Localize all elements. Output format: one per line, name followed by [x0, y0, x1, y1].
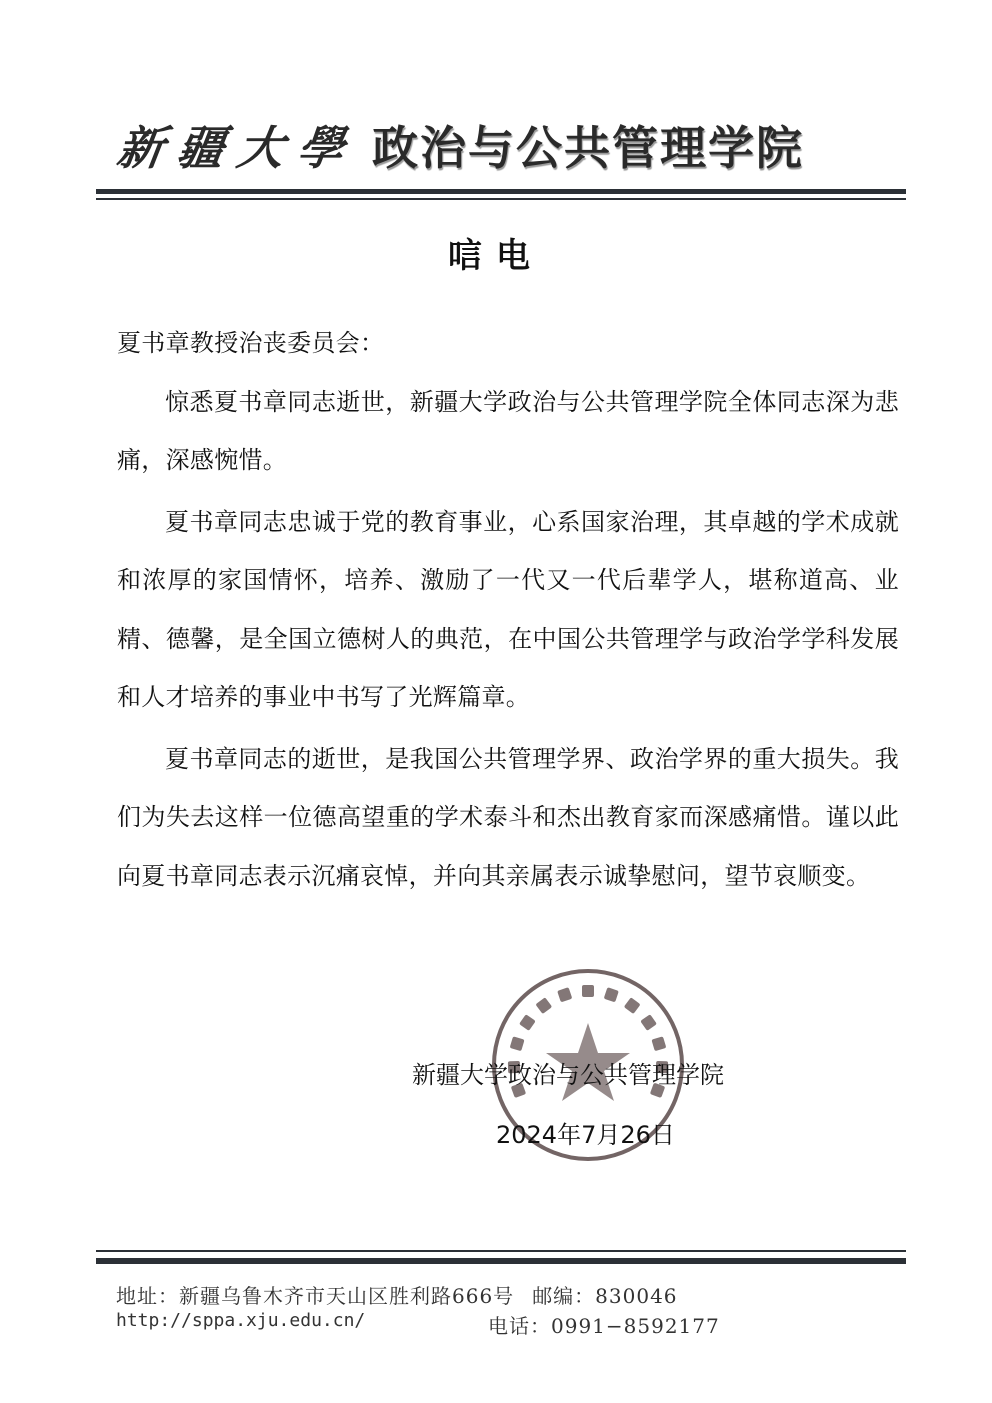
paragraph: 夏书章同志的逝世，是我国公共管理学界、政治学界的重大损失。我们为失去这样一位德高望重的学术泰斗和杰出教育家而深感痛惜。谨以此向夏书章同志表示沉痛哀悼，并向其亲属表示诚挚慰问，望节哀顺变。	[117, 744, 899, 890]
salutation: 夏书章教授治丧委员会：	[117, 329, 385, 357]
seal-glyph-mark	[624, 997, 641, 1014]
phone: 电话：0991−8592177	[488, 1314, 720, 1338]
seal-glyph-mark	[557, 987, 572, 1002]
letterhead	[113, 112, 804, 178]
paragraph: 夏书章同志忠诚于党的教育事业，心系国家治理，其卓越的学术成就和浓厚的家国情怀，培养、激励了一代又一代后辈学人，堪称道高、业精、德馨，是全国立德树人的典范，在中国公共管理学与政治学学科发展和人才培养的事业中书写了光辉篇章。	[117, 507, 899, 711]
seal-glyph-mark	[651, 1036, 666, 1051]
footer-line-1	[116, 1280, 678, 1309]
header-rule-thick	[96, 189, 906, 194]
university-logo-text: 新疆大學	[113, 121, 362, 175]
paragraph: 惊悉夏书章同志逝世，新疆大学政治与公共管理学院全体同志深为悲痛，深感惋惜。	[117, 387, 899, 474]
seal-glyph-mark	[519, 1014, 536, 1031]
document-title: 唁电	[448, 236, 544, 276]
seal-glyph-mark	[582, 985, 594, 997]
website-link[interactable]: http://sppa.xju.edu.cn/	[116, 1310, 366, 1331]
seal-glyph-mark	[640, 1014, 657, 1031]
date: 2024年7月26日	[496, 1121, 675, 1149]
college-name: 政治与公共管理学院	[372, 121, 804, 175]
footer-rule-thin	[96, 1250, 906, 1252]
seal-glyph-mark	[510, 1036, 525, 1051]
postcode: 邮编：830046	[532, 1284, 678, 1308]
address: 地址：新疆乌鲁木齐市天山区胜利路666号	[116, 1284, 515, 1308]
letter-body	[117, 314, 899, 905]
footer-rule-thick	[96, 1258, 906, 1264]
seal-glyph-mark	[535, 997, 552, 1014]
header-rule-thin	[96, 198, 906, 200]
signature: 新疆大学政治与公共管理学院	[412, 1061, 724, 1089]
seal-glyph-mark	[604, 987, 619, 1002]
